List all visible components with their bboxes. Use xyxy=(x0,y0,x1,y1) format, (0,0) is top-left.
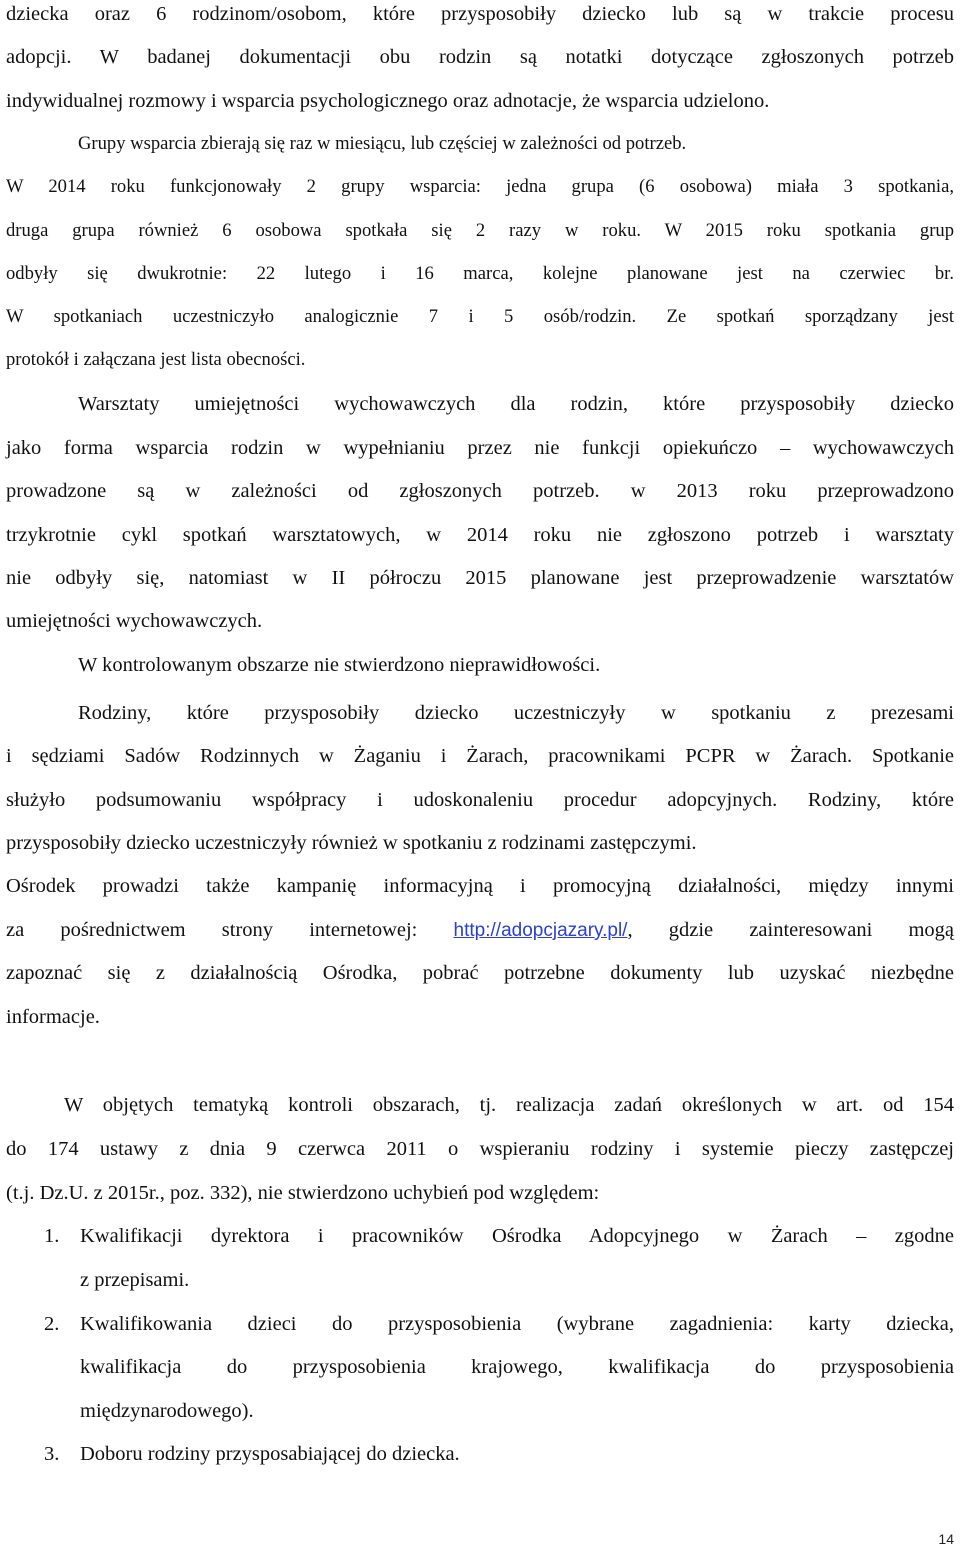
paragraph-5-line: Ośrodek prowadzi także kampanię informacyjną i promocyjną działalności, między innymi xyxy=(6,875,954,897)
paragraph-2-line: W spotkaniach uczestniczyło analogicznie 7 i 5 osób/rodzin. Ze spotkań sporządzany jest xyxy=(6,306,954,327)
list-item-continuation: międzynarodowego). xyxy=(80,1400,254,1422)
paragraph-4: W kontrolowanym obszarze nie stwierdzono nieprawidłowości. xyxy=(78,654,601,676)
paragraph-5-line: informacje. xyxy=(6,1006,100,1028)
paragraph-3-line: nie odbyły się, natomiast w II półroczu 2015 planowane jest przeprowadzenie warsztatów xyxy=(6,567,954,589)
paragraph-2-line: druga grupa również 6 osobowa spotkała się 2 razy w roku. W 2015 roku spotkania grup xyxy=(6,220,954,241)
paragraph-5-link-line xyxy=(6,916,954,945)
paragraph-5-line: zapoznać się z działalnością Ośrodka, pobrać potrzebne dokumenty lub uzyskać niezbędne xyxy=(6,962,954,984)
paragraph-5-line: przysposobiły dziecko uczestniczyły również w spotkaniu z rodzinami zastępczymi. xyxy=(6,832,697,854)
list-item xyxy=(44,1440,954,1468)
paragraph-6-line: do 174 ustawy z dnia 9 czerwca 2011 o wspieraniu rodziny i systemie pieczy zastępczej xyxy=(6,1138,954,1160)
paragraph-3-line: Warsztaty umiejętności wychowawczych dla rodzin, które przysposobiły dziecko xyxy=(78,393,954,415)
paragraph-2-line: protokół i załączana jest lista obecności. xyxy=(6,349,306,370)
paragraph-6-line: W objętych tematyką kontroli obszarach, tj. realizacja zadań określonych w art. od 154 xyxy=(64,1094,954,1116)
list-item-text: Kwalifikacji dyrektora i pracowników Ośrodka Adopcyjnego w Żarach – zgodne xyxy=(80,1225,954,1247)
paragraph-3-line: umiejętności wychowawczych. xyxy=(6,610,263,632)
link-line-prefix: za pośrednictwem strony internetowej: xyxy=(6,919,454,941)
paragraph-3-line: prowadzone są w zależności od zgłoszonych potrzeb. w 2013 roku przeprowadzono xyxy=(6,480,954,502)
list-item xyxy=(44,1310,954,1338)
list-item-text: Doboru rodziny przysposabiającej do dziecka. xyxy=(80,1443,460,1465)
paragraph-5-line: służyło podsumowaniu współpracy i udoskonaleniu procedur adopcyjnych. Rodziny, które xyxy=(6,789,954,811)
list-item xyxy=(44,1222,954,1250)
paragraph-1-line: indywidualnej rozmowy i wsparcia psychologicznego oraz adnotacje, że wsparcia udzielono. xyxy=(6,90,770,112)
list-number: 1. xyxy=(44,1225,60,1247)
list-item-continuation: z przepisami. xyxy=(80,1269,190,1291)
list-number: 3. xyxy=(44,1443,60,1465)
paragraph-2-line: Grupy wsparcia zbierają się raz w miesiącu, lub częściej w zależności od potrzeb. xyxy=(78,133,687,154)
link-line-suffix: , gdzie zainteresowani mogą xyxy=(627,919,954,941)
list-item-text: Kwalifikowania dzieci do przysposobienia (wybrane zagadnienia: karty dziecka, xyxy=(80,1313,954,1335)
paragraph-5-line: Rodziny, które przysposobiły dziecko uczestniczyły w spotkaniu z prezesami xyxy=(78,702,954,724)
list-item-continuation: kwalifikacja do przysposobienia krajowego, kwalifikacja do przysposobienia xyxy=(80,1356,954,1378)
website-link[interactable]: http://adopcjazary.pl/ xyxy=(453,920,628,941)
paragraph-2-line: W 2014 roku funkcjonowały 2 grupy wsparcia: jedna grupa (6 osobowa) miała 3 spotkania, xyxy=(6,176,954,197)
page-number: 14 xyxy=(938,1531,954,1547)
paragraph-3-line: trzykrotnie cykl spotkań warsztatowych, w 2014 roku nie zgłoszono potrzeb i warsztaty xyxy=(6,524,954,546)
paragraph-5-line: i sędziami Sadów Rodzinnych w Żaganiu i Żarach, pracownikami PCPR w Żarach. Spotkanie xyxy=(6,745,954,767)
paragraph-2-line: odbyły się dwukrotnie: 22 lutego i 16 marca, kolejne planowane jest na czerwiec br. xyxy=(6,263,954,284)
paragraph-1-line: adopcji. W badanej dokumentacji obu rodzin są notatki dotyczące zgłoszonych potrzeb xyxy=(6,46,954,68)
list-number: 2. xyxy=(44,1313,60,1335)
paragraph-6-line: (t.j. Dz.U. z 2015r., poz. 332), nie stwierdzono uchybień pod względem: xyxy=(6,1182,600,1204)
paragraph-3-line: jako forma wsparcia rodzin w wypełnianiu przez nie funkcji opiekuńczo – wychowawczych xyxy=(6,437,954,459)
paragraph-1-line: dziecka oraz 6 rodzinom/osobom, które przysposobiły dziecko lub są w trakcie procesu xyxy=(6,3,954,25)
